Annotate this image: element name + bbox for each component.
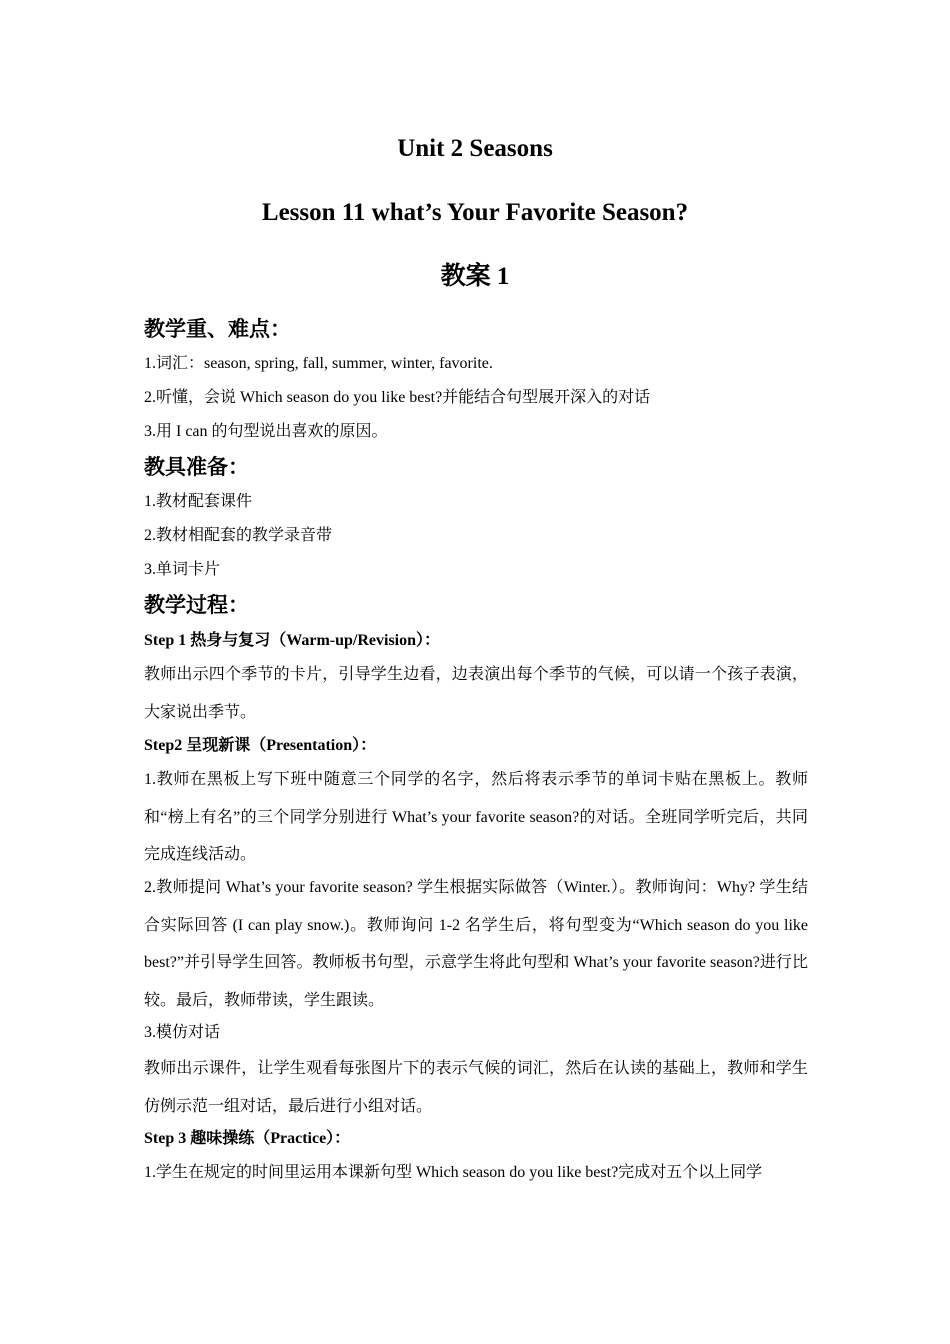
step2-paragraph-3: 教师出示课件，让学生观看每张图片下的表示气候的词汇，然后在认读的基础上，教师和学生仿例示范一组对话，最后进行小组对话。	[144, 1060, 808, 1115]
lesson-title: Lesson 11 what’s Your Favorite Season?	[261, 199, 689, 226]
step1-title: Step 1 热身与复习（Warm-up/Revision）：	[144, 632, 441, 649]
step2-paragraph-1: 1.教师在黑板上写下班中随意三个同学的名字，然后将表示季节的单词卡贴在黑板上。教师和“榜上有名”的三个同学分别进行 What’s your favorite season?的对话。全班同学听完后，共同完成连线活动。	[144, 771, 808, 863]
material-item: 1.教材配套课件	[144, 493, 253, 510]
step1-text: 教师出示四个季节的卡片，引导学生边看，边表演出每个季节的气候，可以请一个孩子表演，大家说出季节。	[144, 666, 808, 721]
key-points-heading: 教学重、难点：	[144, 317, 291, 341]
process-heading: 教学过程：	[144, 593, 249, 617]
step2-paragraph-2: 2.教师提问 What’s your favorite season? 学生根据实际做答（Winter.）。教师询问：Why? 学生结合实际回答 (I can play snow.)。教师询问 1-2 名学生后，将句型变为“Which season do you like best?”并引导学生回答。教师板书句型，示意学生将此句型和 What’s your favorite season?进行比较。最后，教师带读，学生跟读。	[144, 879, 808, 1009]
materials-heading: 教具准备：	[144, 455, 249, 479]
plan-title: 教案 1	[440, 263, 510, 290]
step2-title: Step2 呈现新课（Presentation）：	[144, 737, 377, 754]
step3-paragraph-1: 1.学生在规定的时间里运用本课新句型 Which season do you like best?完成对五个以上同学	[144, 1164, 763, 1181]
key-point-item: 1.词汇：season, spring, fall, summer, winter, favorite.	[144, 355, 493, 372]
step3-title: Step 3 趣味操练（Practice）：	[144, 1130, 351, 1147]
material-item: 2.教材相配套的教学录音带	[144, 527, 333, 544]
key-point-item: 2.听懂，会说 Which season do you like best?并能结合句型展开深入的对话	[144, 389, 651, 406]
unit-title: Unit 2 Seasons	[397, 135, 553, 162]
key-point-item: 3.用 I can 的句型说出喜欢的原因。	[144, 423, 388, 440]
material-item: 3.单词卡片	[144, 561, 221, 578]
step2-item-3-label: 3.模仿对话	[144, 1024, 221, 1041]
